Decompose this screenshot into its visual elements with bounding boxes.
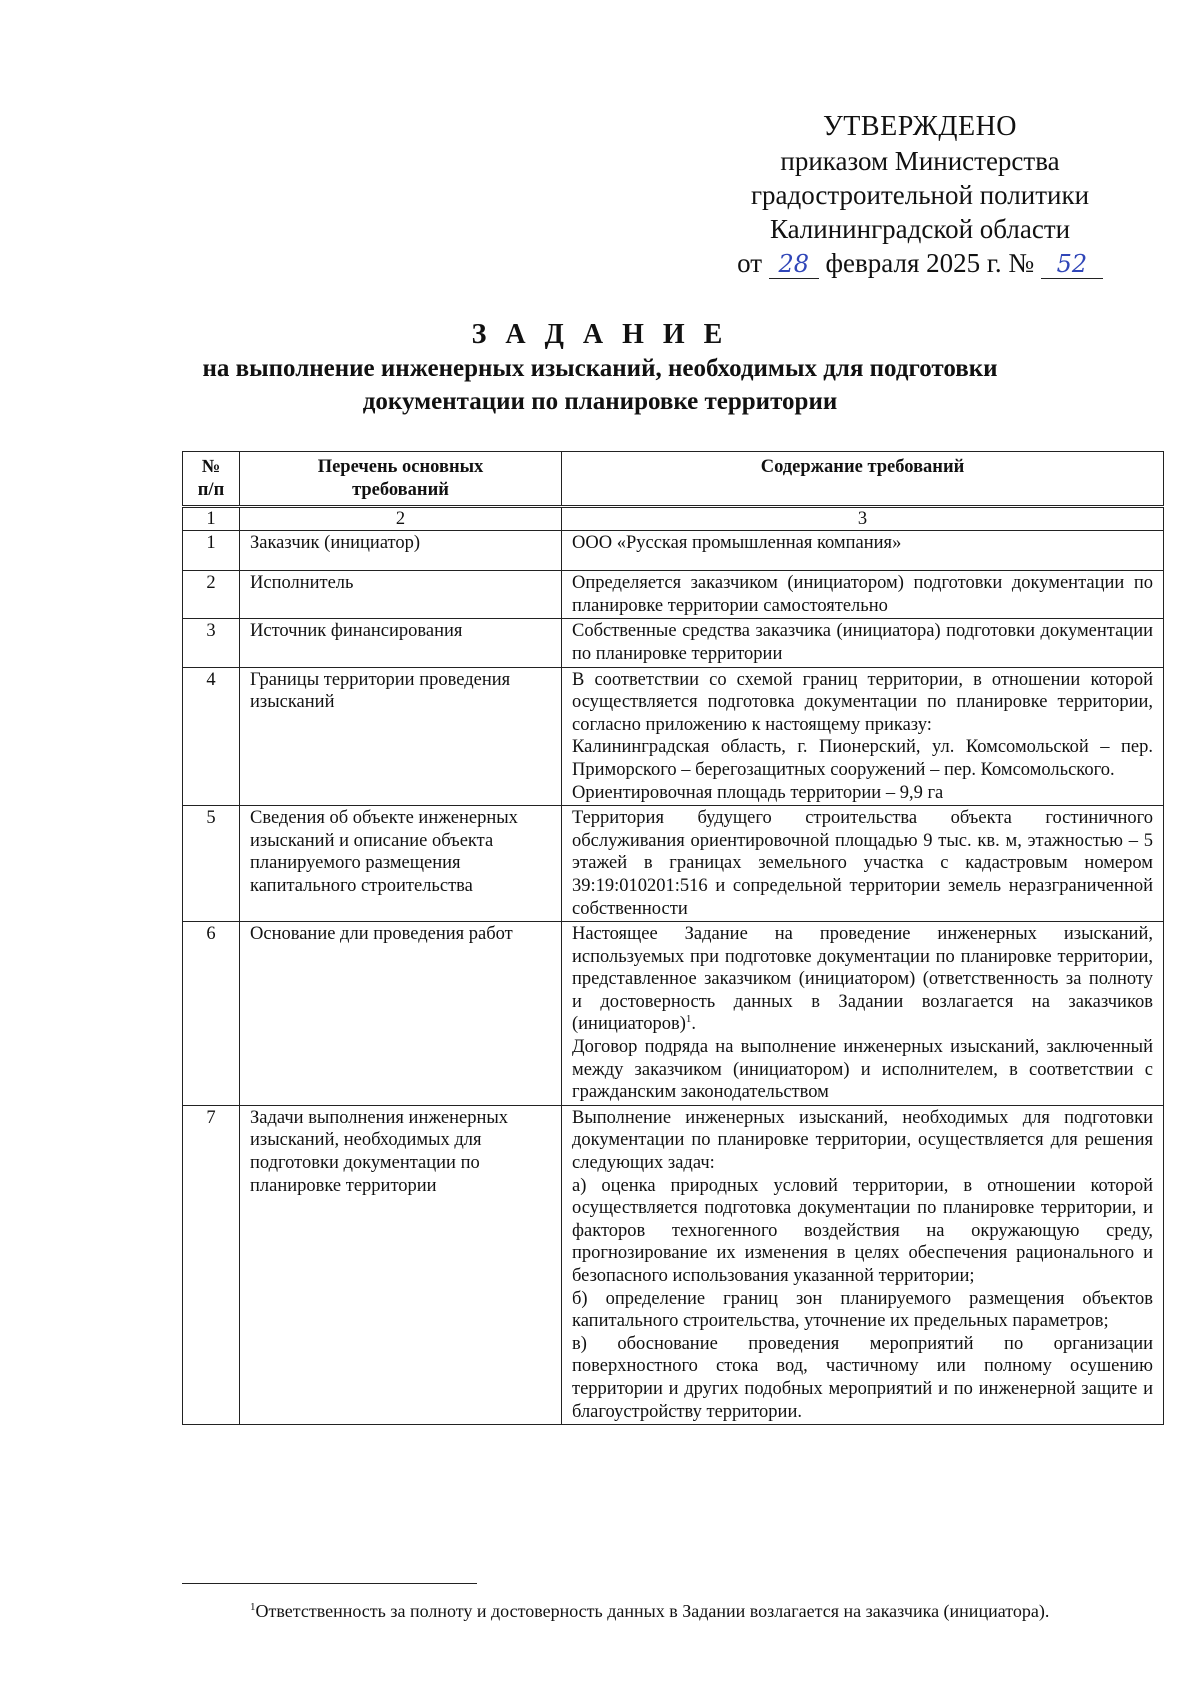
row-number: 4 bbox=[183, 667, 240, 806]
header-content: Содержание требований bbox=[562, 452, 1164, 507]
table-header-row bbox=[183, 452, 1164, 507]
row-content: Определяется заказчиком (инициатором) подготовки документации по планировке территории самостоятельно bbox=[562, 571, 1164, 619]
requirements-table bbox=[182, 451, 1164, 1425]
approval-block bbox=[700, 110, 1140, 280]
row-content: Территория будущего строительства объекта гостиничного обслуживания ориентировочной площадью 9 тыс. кв. м, этажностью – 5 этажей в границах земельного участка с кадастровым номером 39:19:010201:516 и сопредельной территории земель неразграниченной собственности bbox=[562, 806, 1164, 922]
content-paragraph: Ориентировочная площадь территории – 9,9 га bbox=[572, 782, 944, 803]
approval-date-line bbox=[700, 246, 1140, 280]
title-main: З А Д А Н И Е bbox=[471, 319, 729, 350]
table-row bbox=[183, 922, 1164, 1106]
row-content bbox=[562, 667, 1164, 806]
row-number: 2 bbox=[183, 571, 240, 619]
document-title bbox=[100, 318, 1100, 418]
content-paragraph: б) определение границ зон планируемого размещения объектов капитального строительства, уточнение их предельных параметров; bbox=[572, 1288, 1153, 1332]
content-paragraph: В соответствии со схемой границ территории, в отношении которой осуществляется подготовка документации по планировке территории, согласно приложению к настоящему приказу: bbox=[572, 669, 1153, 735]
row-requirement: Сведения об объекте инженерных изысканий и описание объекта планируемого размещения капитального строительства bbox=[240, 806, 562, 922]
row-number: 6 bbox=[183, 922, 240, 1106]
table-row bbox=[183, 806, 1164, 922]
date-prefix: от bbox=[737, 248, 763, 278]
title-subtitle-line-2: документации по планировке территории bbox=[362, 388, 838, 415]
content-paragraph: а) оценка природных условий территории, в отношении которой осуществляется подготовка документации по планировке территории, и факторов техногенного воздействия на окружающую среду, прогнозирование их изменения в целях обеспечения рационального и безопасного использования указанной территории; bbox=[572, 1175, 1153, 1286]
row-number: 5 bbox=[183, 806, 240, 922]
table-index-row bbox=[183, 507, 1164, 531]
row-requirement: Задачи выполнения инженерных изысканий, необходимых для подготовки документации по планировке территории bbox=[240, 1105, 562, 1424]
handwritten-order-number: 52 bbox=[1041, 250, 1103, 279]
footnote-divider bbox=[182, 1583, 477, 1584]
row-number: 3 bbox=[183, 619, 240, 667]
content-paragraph: Калининградская область, г. Пионерский, ул. Комсомольской – пер. Приморского – берегозащитных сооружений – пер. Комсомольского. bbox=[572, 737, 1153, 780]
footnote-text: Ответственность за полноту и достоверность данных в Задании возлагается на заказчика (инициатора). bbox=[255, 1601, 1050, 1621]
approval-line-1: приказом Министерства bbox=[780, 146, 1060, 176]
index-cell: 2 bbox=[240, 507, 562, 531]
table-row bbox=[183, 571, 1164, 619]
row-content: ООО «Русская промышленная компания» bbox=[562, 531, 1164, 571]
row-number: 1 bbox=[183, 531, 240, 571]
table-row bbox=[183, 667, 1164, 806]
approval-heading: УТВЕРЖДЕНО bbox=[822, 111, 1018, 142]
content-paragraph: Договор подряда на выполнение инженерных изысканий, заключенный между заказчиком (инициатором) и исполнителем, в соответствии с гражданским законодательством bbox=[572, 1037, 1153, 1103]
footnote-ref: 1 bbox=[685, 1013, 692, 1026]
row-content: Собственные средства заказчика (инициатора) подготовки документации по планировке территории bbox=[562, 619, 1164, 667]
header-requirements: Перечень основных требований bbox=[240, 452, 562, 507]
row-number: 7 bbox=[183, 1105, 240, 1424]
row-requirement: Заказчик (инициатор) bbox=[240, 531, 562, 571]
index-cell: 1 bbox=[183, 507, 240, 531]
row-requirement: Исполнитель bbox=[240, 571, 562, 619]
row-requirement: Источник финансирования bbox=[240, 619, 562, 667]
date-rest: февраля 2025 г. № bbox=[825, 248, 1035, 278]
handwritten-day: 28 bbox=[769, 250, 819, 279]
approval-line-3: Калининградской области bbox=[769, 214, 1071, 244]
content-paragraph: Выполнение инженерных изысканий, необходимых для подготовки документации по планировке территории, осуществляется для решения следующих задач: bbox=[572, 1107, 1153, 1174]
table-row bbox=[183, 531, 1164, 571]
row-content bbox=[562, 1105, 1164, 1424]
footnote bbox=[250, 1600, 1170, 1622]
row-requirement: Границы территории проведения изысканий bbox=[240, 667, 562, 806]
index-cell: 3 bbox=[562, 507, 1164, 531]
content-paragraph: в) обоснование проведения мероприятий по организации поверхностного стока вод, частичному или полному осушению территории и других подобных мероприятий и по инженерной защите и благоустройству территории. bbox=[572, 1333, 1153, 1422]
approval-line-2: градостроительной политики bbox=[750, 180, 1090, 210]
footnote-marker: 1 bbox=[250, 1601, 256, 1613]
title-subtitle-line-1: на выполнение инженерных изысканий, необходимых для подготовки bbox=[202, 355, 998, 382]
header-number: № п/п bbox=[183, 452, 240, 507]
content-paragraph: Настоящее Задание на проведение инженерных изысканий, используемых при подготовке документации по планировке территории, представленное заказчиком (инициатором) (ответственность за полноту и достоверность данных в Задании возлагается на заказчиков (инициаторов)$^1$. bbox=[572, 924, 1153, 1035]
table-row bbox=[183, 619, 1164, 667]
row-content bbox=[562, 922, 1164, 1106]
table-row bbox=[183, 1105, 1164, 1424]
row-requirement: Основание дли проведения работ bbox=[240, 922, 562, 1106]
